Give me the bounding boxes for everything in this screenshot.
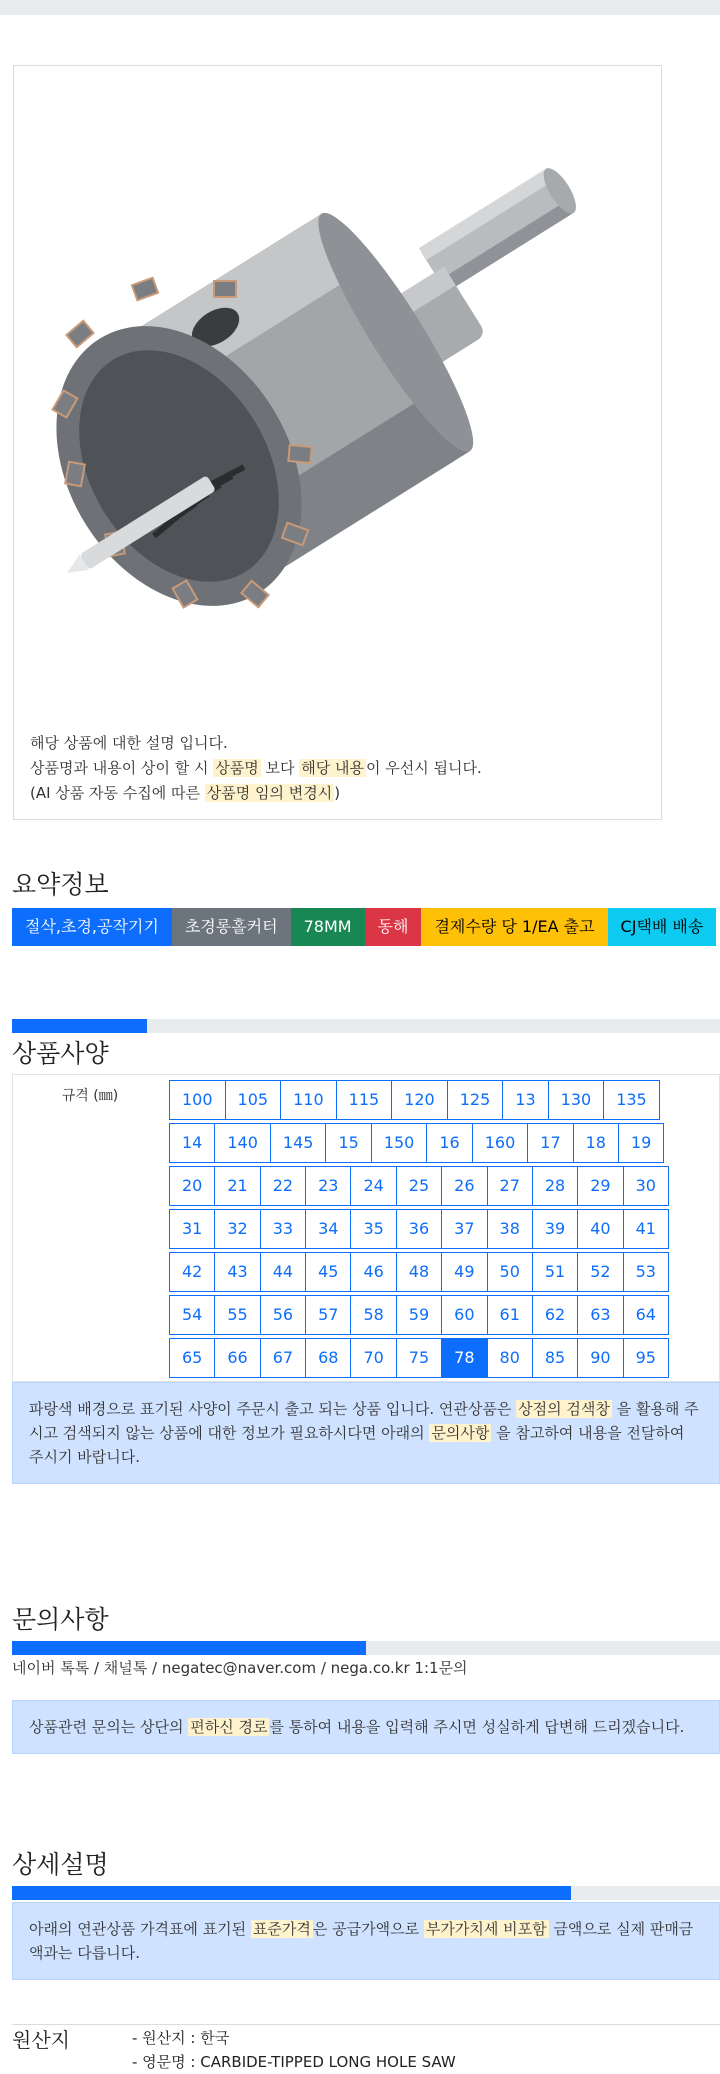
spec-option[interactable]: 57 [305,1295,351,1335]
spec-row [169,1295,719,1337]
info-highlight: 편하신 경로 [190,1718,268,1736]
notice-line-2 [30,756,482,781]
spec-progress-bar [12,1019,720,1033]
spec-info-box [12,1382,720,1484]
spec-option[interactable]: 59 [396,1295,442,1335]
spec-option[interactable]: 33 [260,1209,306,1249]
spec-option[interactable]: 35 [350,1209,396,1249]
origin-divider [12,2024,720,2025]
info-text: 파랑색 배경으로 표기된 사양이 주문시 출고 되는 상품 입니다. 연관상품은 [29,1400,517,1418]
top-bar [0,0,720,15]
spec-option[interactable]: 30 [623,1166,669,1206]
info-text: 상품관련 문의는 상단의 [29,1718,189,1736]
info-highlight: 부가가치세 비포함 [425,1920,547,1938]
summary-tag: 절삭,초경,공작기기 [12,908,172,946]
info-text: 은 공급가액으로 [312,1920,424,1938]
spec-option[interactable]: 38 [487,1209,533,1249]
spec-option[interactable]: 62 [532,1295,578,1335]
spec-option[interactable]: 26 [441,1166,487,1206]
spec-option[interactable]: 49 [441,1252,487,1292]
spec-title: 상품사양 [12,1039,109,1068]
spec-option[interactable]: 53 [623,1252,669,1292]
spec-option[interactable]: 32 [214,1209,260,1249]
spec-option[interactable]: 66 [214,1338,260,1378]
spec-option[interactable]: 105 [225,1080,282,1120]
spec-option[interactable]: 135 [603,1080,660,1120]
notice-line-1: 해당 상품에 대한 설명 입니다. [30,734,228,752]
spec-option[interactable]: 54 [169,1295,215,1335]
info-text: 을 참고하여 내용을 전달하여 주시기 바랍니다. [29,1424,685,1466]
summary-tags [12,908,716,946]
notice-highlight: 상품명 임의 변경시 [206,784,333,802]
spec-table [12,1074,720,1382]
spec-option[interactable]: 40 [577,1209,623,1249]
spec-option[interactable]: 52 [577,1252,623,1292]
contact-info: 네이버 톡톡 / 채널톡 / negatec@naver.com / nega.co.kr 1:1문의 [12,1659,468,1677]
spec-option[interactable]: 80 [487,1338,533,1378]
spec-row [169,1080,719,1122]
spec-option[interactable]: 75 [396,1338,442,1378]
spec-option[interactable]: 46 [350,1252,396,1292]
spec-option[interactable]: 67 [260,1338,306,1378]
spec-option[interactable]: 37 [441,1209,487,1249]
spec-option[interactable]: 85 [532,1338,578,1378]
info-text: 을 활용해 주시고 검색되지 않는 상품에 대한 정보가 필요하시다면 아래의 [29,1400,699,1442]
info-text: 를 통하여 내용을 입력해 주시면 성실하게 답변해 드리겠습니다. [269,1718,685,1736]
spec-option[interactable]: 14 [169,1123,215,1163]
info-highlight: 문의사항 [431,1424,490,1442]
spec-progress-fill [12,1019,147,1033]
spec-option[interactable]: 21 [214,1166,260,1206]
spec-option[interactable]: 17 [527,1123,573,1163]
inquiry-info-box [12,1700,720,1754]
origin-item: - 영문명 : CARBIDE-TIPPED LONG HOLE SAW [132,2053,456,2071]
spec-option[interactable]: 45 [305,1252,351,1292]
spec-row [169,1338,719,1380]
info-highlight: 상점의 검색창 [518,1400,610,1418]
summary-tag: 초경롱홀커터 [172,908,291,946]
spec-option[interactable]: 65 [169,1338,215,1378]
summary-tag: 동해 [365,908,422,946]
inquiry-progress-bar [12,1641,720,1655]
spec-option[interactable]: 95 [623,1338,669,1378]
origin-label: 원산지 [12,2028,70,2052]
spec-option[interactable]: 110 [280,1080,337,1120]
notice-text: 이 우선시 됩니다. [365,759,482,777]
spec-option[interactable]: 43 [214,1252,260,1292]
origin-item: - 원산지 : 한국 [132,2029,230,2047]
notice-text: 보다 [260,759,300,777]
spec-option[interactable]: 61 [487,1295,533,1335]
summary-tag: 78MM [291,908,365,946]
spec-option[interactable]: 48 [396,1252,442,1292]
spec-option[interactable]: 36 [396,1209,442,1249]
spec-option[interactable]: 70 [350,1338,396,1378]
spec-option[interactable]: 78 [441,1338,487,1378]
spec-option[interactable]: 24 [350,1166,396,1206]
notice-line-3 [30,781,482,806]
spec-option[interactable]: 23 [305,1166,351,1206]
origin-list [132,2026,456,2074]
info-text: 아래의 연관상품 가격표에 표기된 [29,1920,251,1938]
notice-text: ) [334,784,341,802]
spec-row [169,1123,719,1165]
spec-option[interactable]: 34 [305,1209,351,1249]
spec-option[interactable]: 42 [169,1252,215,1292]
spec-option[interactable]: 29 [577,1166,623,1206]
summary-title: 요약정보 [12,870,109,899]
spec-label: 규격 (㎜) [61,1088,119,1104]
detail-progress-fill [12,1886,571,1900]
notice-highlight: 상품명 [215,759,259,777]
spec-option[interactable]: 55 [214,1295,260,1335]
notice-highlight: 해당 내용 [301,759,364,777]
product-card [13,65,662,820]
spec-row [169,1166,719,1208]
inquiry-progress-fill [12,1641,366,1655]
spec-option[interactable]: 20 [169,1166,215,1206]
notice-text: (AI 상품 자동 수집에 따른 [30,784,205,802]
detail-progress-bar [12,1886,720,1900]
spec-grid [169,1080,719,1381]
spec-option[interactable]: 130 [548,1080,605,1120]
spec-option[interactable]: 100 [169,1080,226,1120]
spec-option[interactable]: 19 [618,1123,664,1163]
spec-option[interactable]: 22 [260,1166,306,1206]
spec-option[interactable]: 27 [487,1166,533,1206]
spec-option[interactable]: 13 [502,1080,548,1120]
product-image [14,66,661,716]
spec-option[interactable]: 120 [391,1080,448,1120]
spec-option[interactable]: 39 [532,1209,578,1249]
spec-option[interactable]: 140 [214,1123,271,1163]
spec-option[interactable]: 90 [577,1338,623,1378]
detail-title: 상세설명 [12,1850,109,1879]
spec-option[interactable]: 145 [270,1123,327,1163]
spec-option[interactable]: 50 [487,1252,533,1292]
spec-row [169,1209,719,1251]
spec-option[interactable]: 160 [472,1123,529,1163]
spec-option[interactable]: 64 [623,1295,669,1335]
spec-option[interactable]: 68 [305,1338,351,1378]
spec-option[interactable]: 63 [577,1295,623,1335]
summary-tag: 결제수량 당 1/EA 출고 [421,908,607,946]
spec-option[interactable]: 56 [260,1295,306,1335]
spec-option[interactable]: 58 [350,1295,396,1335]
spec-option[interactable]: 15 [325,1123,371,1163]
summary-tag: CJ택배 배송 [608,908,717,946]
spec-option[interactable]: 16 [426,1123,472,1163]
spec-option[interactable]: 28 [532,1166,578,1206]
spec-option[interactable]: 31 [169,1209,215,1249]
spec-option[interactable]: 51 [532,1252,578,1292]
spec-option[interactable]: 18 [573,1123,619,1163]
spec-option[interactable]: 115 [336,1080,393,1120]
spec-option[interactable]: 41 [623,1209,669,1249]
spec-option[interactable]: 125 [447,1080,504,1120]
product-notice [30,731,482,806]
detail-info-box [12,1902,720,1980]
spec-option[interactable]: 44 [260,1252,306,1292]
inquiry-title: 문의사항 [12,1605,109,1634]
spec-option[interactable]: 150 [371,1123,428,1163]
spec-option[interactable]: 60 [441,1295,487,1335]
notice-text: 상품명과 내용이 상이 할 시 [30,759,214,777]
spec-row [169,1252,719,1294]
info-text: 금액으로 실제 판매금액과는 다릅니다. [29,1920,694,1962]
spec-option[interactable]: 25 [396,1166,442,1206]
info-highlight: 표준가격 [252,1920,311,1938]
